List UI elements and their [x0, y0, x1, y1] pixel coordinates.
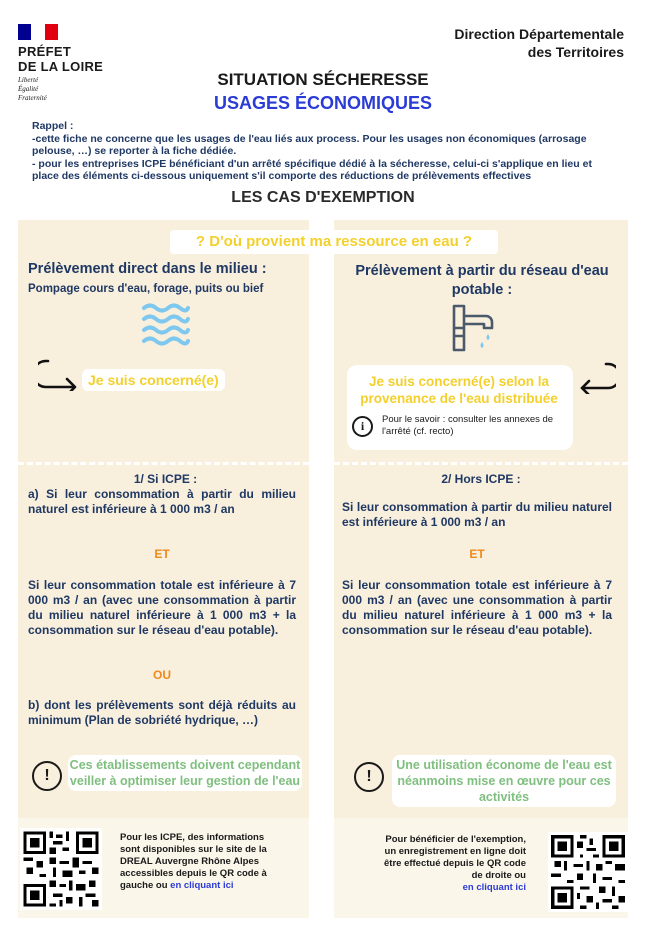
direction-line1: Direction Départementale — [454, 26, 624, 42]
right-a-text: Si leur consommation à partir du milieu naturel est inférieure à 1 000 m3 / an — [342, 500, 612, 529]
rappel-line2: - pour les entreprises ICPE bénéficiant d'un arrêté spécifique dédié à la sécheresse, celui-ci s'applique en lieu et place des éléments ci-dessous uniquement s'il comporte des réductions de prélèvements effectives — [32, 157, 592, 182]
left-warning-card: Ces établissements doivent cependant veiller à optimiser leur gestion de l'eau — [68, 755, 302, 791]
marianne-logo — [18, 24, 58, 40]
right-total-text: Si leur consommation totale est inférieure à 7 000 m3 / an (avec une consommation à partir du milieu naturel inférieure à 1 000 m3 + la consommation sur le réseau d'eau potable). — [342, 578, 612, 637]
motto-1: Liberté — [18, 76, 39, 84]
left-et: ET — [154, 547, 170, 561]
direction-line2: des Territoires — [527, 44, 624, 60]
left-a-text: a) Si leur consommation à partir du milieu naturel est inférieure à 1 000 m3 / an — [28, 487, 296, 516]
logo-line1: PRÉFET — [18, 44, 72, 59]
left-sub: Pompage cours d'eau, forage, puits ou bief — [28, 283, 264, 295]
right-hors-title: 2/ Hors ICPE : — [441, 472, 521, 486]
right-qr-text — [384, 834, 526, 894]
question-banner: ? D'où provient ma ressource en eau ? — [170, 230, 498, 254]
water-waves-icon — [140, 302, 192, 348]
return-arrow-left-icon — [576, 360, 616, 394]
left-ou: OU — [153, 668, 171, 682]
right-info-text: Pour le savoir : consulter les annexes de l'arrêté (cf. recto) — [382, 414, 554, 437]
left-qr-link[interactable]: en cliquant ici — [170, 880, 234, 891]
info-icon: i — [352, 416, 373, 437]
return-arrow-icon — [38, 357, 82, 391]
left-qr-code[interactable] — [20, 828, 102, 910]
left-concerned-badge: Je suis concerné(e) — [82, 369, 225, 391]
right-heading: Prélèvement à partir du réseau d'eau potable : — [355, 263, 609, 298]
divider-left — [18, 462, 309, 465]
right-qr-link[interactable]: en cliquant ici — [462, 882, 526, 893]
left-icpe-title: 1/ Si ICPE : — [133, 472, 198, 486]
left-warning-icon: ! — [32, 761, 62, 791]
motto-2: Égalité — [18, 85, 39, 93]
section-title: LES CAS D'EXEMPTION — [231, 189, 415, 206]
right-warning-icon: ! — [354, 762, 384, 792]
left-total-text: Si leur consommation totale est inférieure à 7 000 m3 / an (avec une consommation à partir du milieu naturel inférieure à 1 000 m3 + la consommation sur le réseau d'eau potable). — [28, 578, 296, 637]
right-concerned-text: Je suis concerné(e) selon la provenance de l'eau distribuée — [360, 374, 558, 406]
right-et: ET — [469, 547, 485, 561]
left-heading: Prélèvement direct dans le milieu : — [28, 261, 267, 277]
right-qr-code[interactable] — [548, 832, 628, 912]
direction-title — [454, 25, 624, 61]
page-subtitle: USAGES ÉCONOMIQUES — [213, 93, 433, 113]
left-b-text: b) dont les prélèvements sont déjà réduits au minimum (Plan de sobriété hydrique, …) — [28, 698, 296, 727]
left-qr-text — [120, 832, 270, 892]
left-qr-description: Pour les ICPE, des informations sont disponibles sur le site de la DREAL Auvergne Rhône Alpes accessibles depuis le QR code à gauche ou — [120, 832, 267, 891]
right-warning-card: Une utilisation économe de l'eau est néanmoins mise en œuvre pour ces activités — [392, 755, 616, 807]
page-title: SITUATION SÉCHERESSE — [217, 70, 429, 89]
motto-3: Fraternité — [18, 94, 47, 102]
divider-right — [334, 462, 628, 465]
rappel-block — [32, 120, 610, 183]
rappel-label: Rappel : — [32, 120, 74, 132]
faucet-icon — [448, 302, 500, 352]
logo-line2: DE LA LOIRE — [18, 59, 104, 74]
rappel-line1: -cette fiche ne concerne que les usages de l'eau liés aux process. Pour les usages non économiques (arrosage pelouse, …) se reporter à la fiche dédiée. — [32, 132, 587, 157]
right-qr-description: Pour bénéficier de l'exemption, un enregistrement en ligne doit être effectué depuis le QR code de droite ou — [384, 834, 527, 881]
